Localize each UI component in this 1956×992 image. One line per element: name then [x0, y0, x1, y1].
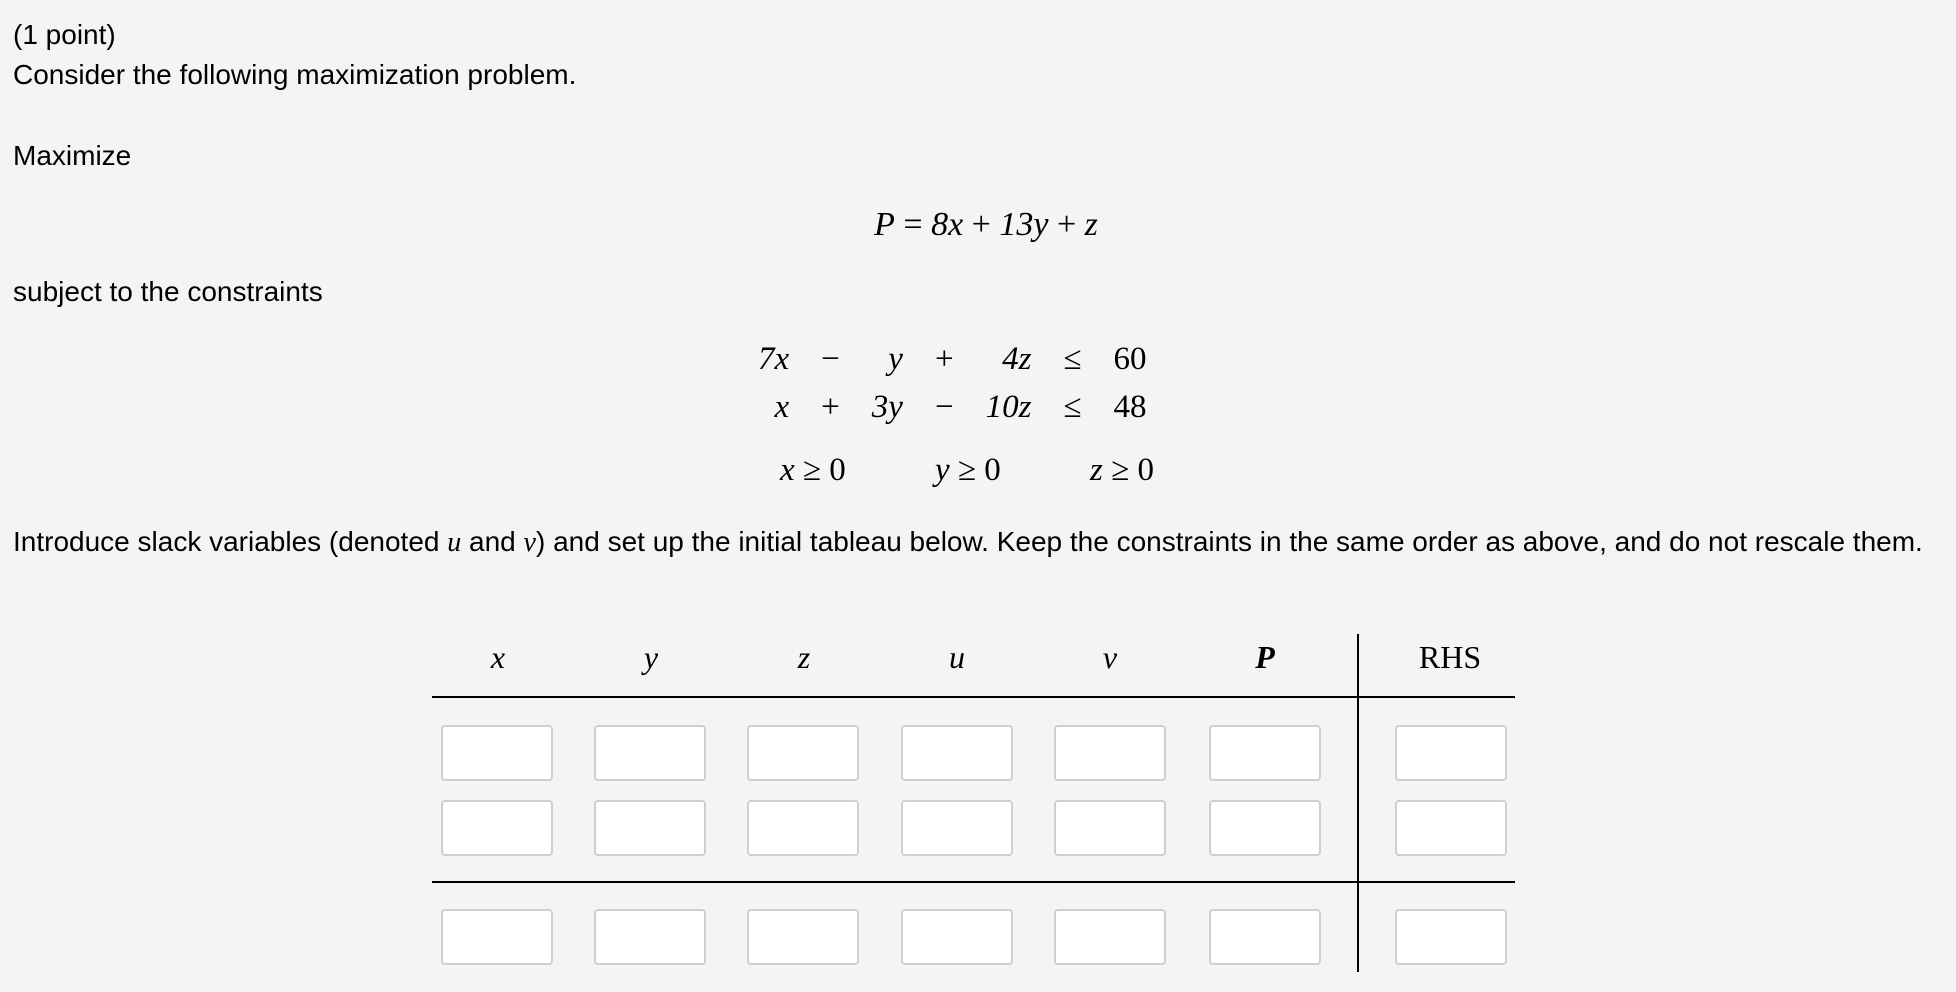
tableau-cell-r1-p[interactable]: [1209, 725, 1321, 781]
tableau-header-p: P: [1255, 639, 1275, 675]
tableau-cell-r3-rhs[interactable]: [1395, 909, 1507, 965]
nonneg-y: y ≥ 0: [935, 452, 1001, 488]
tableau-cell-r1-rhs[interactable]: [1395, 725, 1507, 781]
tableau-cell-r3-p[interactable]: [1209, 909, 1321, 965]
tableau-cell-r2-x[interactable]: [441, 800, 553, 856]
tableau-cell-r3-u[interactable]: [901, 909, 1013, 965]
tableau-header-z: z: [797, 639, 811, 675]
tableau-cell-r1-y[interactable]: [594, 725, 706, 781]
tableau-cell-r2-v[interactable]: [1054, 800, 1166, 856]
nonneg-z: z ≥ 0: [1090, 452, 1154, 488]
tableau-header-u: u: [949, 639, 965, 675]
tableau-cell-r1-z[interactable]: [747, 725, 859, 781]
tableau-header-rule: [432, 696, 1515, 698]
instructions-text: Introduce slack variables (denoted u and v) and set up the initial tableau below. Keep the constraints in the same order as above, and do not rescale them.: [13, 526, 1923, 558]
tableau-cell-r3-z[interactable]: [747, 909, 859, 965]
constraints-system: [740, 335, 1165, 431]
constraint-row: x + 3y − 10z ≤ 48: [774, 388, 1147, 425]
tableau-cell-r2-z[interactable]: [747, 800, 859, 856]
tableau-cell-r3-v[interactable]: [1054, 909, 1166, 965]
tableau-objective-rule: [432, 881, 1515, 883]
points-label: (1 point): [13, 19, 116, 50]
tableau-cell-r2-u[interactable]: [901, 800, 1013, 856]
problem-intro: Consider the following maximization problem.: [13, 59, 577, 90]
tableau-cell-r2-rhs[interactable]: [1395, 800, 1507, 856]
maximize-label: Maximize: [13, 140, 132, 171]
tableau-header-y: y: [643, 639, 659, 675]
tableau-header-x: x: [490, 639, 506, 675]
tableau-header-rhs: RHS: [1418, 639, 1482, 675]
tableau-cell-r1-v[interactable]: [1054, 725, 1166, 781]
tableau-cell-r3-x[interactable]: [441, 909, 553, 965]
tableau-cell-r1-x[interactable]: [441, 725, 553, 781]
tableau-cell-r3-y[interactable]: [594, 909, 706, 965]
constraint-row: 7x − y + 4z ≤ 60: [758, 340, 1147, 377]
tableau-cell-r2-p[interactable]: [1209, 800, 1321, 856]
tableau-cell-r2-y[interactable]: [594, 800, 706, 856]
tableau-cell-r1-u[interactable]: [901, 725, 1013, 781]
tableau-rhs-divider: [1357, 634, 1359, 972]
tableau-header-v: v: [1102, 639, 1118, 675]
nonneg-x: x ≥ 0: [780, 452, 846, 488]
subject-to-label: subject to the constraints: [13, 276, 323, 307]
objective-function: P = 8x + 13y + z: [874, 206, 1098, 243]
